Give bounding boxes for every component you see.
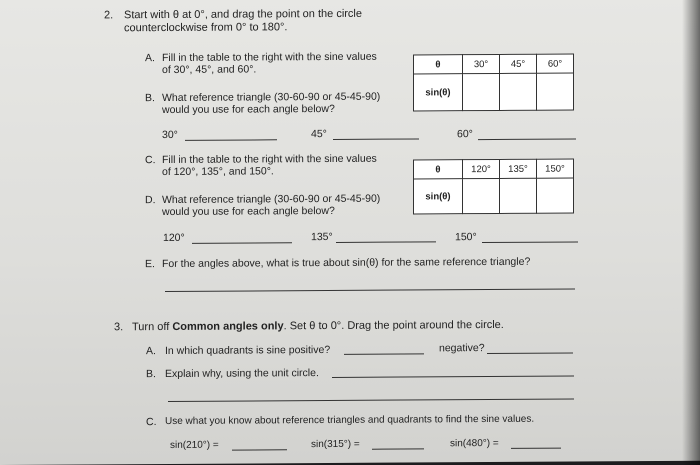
table2-sin-135-cell[interactable] bbox=[500, 178, 537, 213]
q3-positive-answer[interactable] bbox=[344, 353, 424, 354]
part-e-text: For the angles above, what is true about sin(θ) for the same reference triangle? bbox=[162, 255, 531, 271]
part-a-line1: Fill in the table to the right with the sine values bbox=[162, 50, 377, 65]
q3-prompt-sin480: sin(480°) = bbox=[450, 437, 499, 450]
part-d-label-150: 150° bbox=[455, 231, 477, 244]
part-d-label-135: 135° bbox=[311, 230, 333, 244]
part-a-letter: A. bbox=[145, 52, 155, 65]
part-d-answer-120[interactable] bbox=[192, 242, 292, 244]
question-3-number: 3. bbox=[114, 321, 124, 334]
table1-sin-60-cell[interactable] bbox=[537, 73, 574, 110]
question-3-intro: Turn off Common angles only. Set θ to 0°. Drag the point around the circle. bbox=[132, 318, 504, 334]
table2-theta-header: θ bbox=[414, 160, 463, 179]
q3-part-a-text: In which quadrants is sine positive? bbox=[165, 343, 331, 357]
question-2-intro-line1: Start with θ at 0°, and drag the point on the circle bbox=[124, 7, 362, 22]
q3-answer-sin315[interactable] bbox=[372, 448, 424, 449]
table2-angle-120: 120° bbox=[463, 159, 500, 178]
sine-table-1 bbox=[413, 53, 574, 111]
part-b-answer-60[interactable] bbox=[478, 138, 576, 140]
part-b-label-30: 30° bbox=[162, 128, 178, 142]
question-2-number: 2. bbox=[104, 9, 114, 22]
table1-angle-60: 60° bbox=[537, 54, 574, 73]
q3-explain-answer-line1[interactable] bbox=[332, 375, 574, 377]
q3-answer-sin210[interactable] bbox=[232, 449, 287, 450]
part-c-line2: of 120°, 135°, and 150°. bbox=[162, 165, 274, 179]
part-b-answer-30[interactable] bbox=[185, 139, 277, 141]
table2-sin-header: sin(θ) bbox=[414, 179, 463, 214]
q3-answer-sin480[interactable] bbox=[511, 448, 561, 449]
part-b-letter: B. bbox=[145, 92, 155, 105]
q3-part-c-text: Use what you know about reference triangles and quadrants to find the sine values. bbox=[165, 413, 535, 427]
part-d-letter: D. bbox=[145, 194, 156, 207]
part-b-answer-45[interactable] bbox=[333, 138, 419, 140]
q3-part-b-text: Explain why, using the unit circle. bbox=[165, 367, 319, 380]
part-d-line2: would you use for each angle below? bbox=[162, 204, 335, 219]
part-e-answer[interactable] bbox=[165, 288, 575, 292]
part-d-answer-150[interactable] bbox=[482, 241, 578, 243]
q3-prompt-sin315: sin(315°) = bbox=[311, 438, 360, 451]
table1-sin-30-cell[interactable] bbox=[463, 73, 500, 110]
part-d-line1: What reference triangle (30-60-90 or 45-45-90) bbox=[162, 192, 381, 207]
part-b-line2: would you use for each angle below? bbox=[162, 102, 335, 117]
common-angles-only-option: Common angles only bbox=[172, 320, 284, 333]
part-a-line2: of 30°, 45°, and 60°. bbox=[162, 63, 257, 77]
part-b-label-60: 60° bbox=[457, 128, 473, 141]
q3-negative-label: negative? bbox=[439, 342, 485, 355]
table1-sin-header: sin(θ) bbox=[414, 74, 463, 111]
q3-part-a-letter: A. bbox=[146, 345, 156, 358]
table1-theta-header: θ bbox=[414, 55, 463, 74]
part-d-answer-135[interactable] bbox=[336, 241, 436, 243]
q3-part-b-letter: B. bbox=[146, 368, 156, 381]
part-b-label-45: 45° bbox=[311, 128, 327, 141]
table2-sin-120-cell[interactable] bbox=[463, 178, 500, 213]
table1-angle-30: 30° bbox=[463, 54, 500, 73]
part-c-line1: Fill in the table to the right with the sine values bbox=[162, 152, 377, 167]
table2-angle-135: 135° bbox=[500, 159, 537, 178]
table2-sin-150-cell[interactable] bbox=[537, 178, 574, 213]
part-e-letter: E. bbox=[145, 258, 155, 271]
part-d-label-120: 120° bbox=[163, 231, 185, 245]
table1-sin-45-cell[interactable] bbox=[500, 73, 537, 110]
sine-table-2 bbox=[413, 158, 574, 214]
q3-negative-answer[interactable] bbox=[487, 352, 573, 354]
photo-shadow-edge bbox=[682, 0, 700, 465]
table2-angle-150: 150° bbox=[537, 159, 574, 178]
part-b-line1: What reference triangle (30-60-90 or 45-45-90) bbox=[162, 90, 381, 105]
q3-explain-answer-line2[interactable] bbox=[168, 398, 574, 401]
question-2-intro-line2: counterclockwise from 0° to 180°. bbox=[124, 21, 288, 35]
table1-angle-45: 45° bbox=[500, 54, 537, 73]
part-c-letter: C. bbox=[145, 154, 156, 167]
q3-prompt-sin210: sin(210°) = bbox=[170, 439, 219, 451]
q3-part-c-letter: C. bbox=[146, 416, 157, 429]
